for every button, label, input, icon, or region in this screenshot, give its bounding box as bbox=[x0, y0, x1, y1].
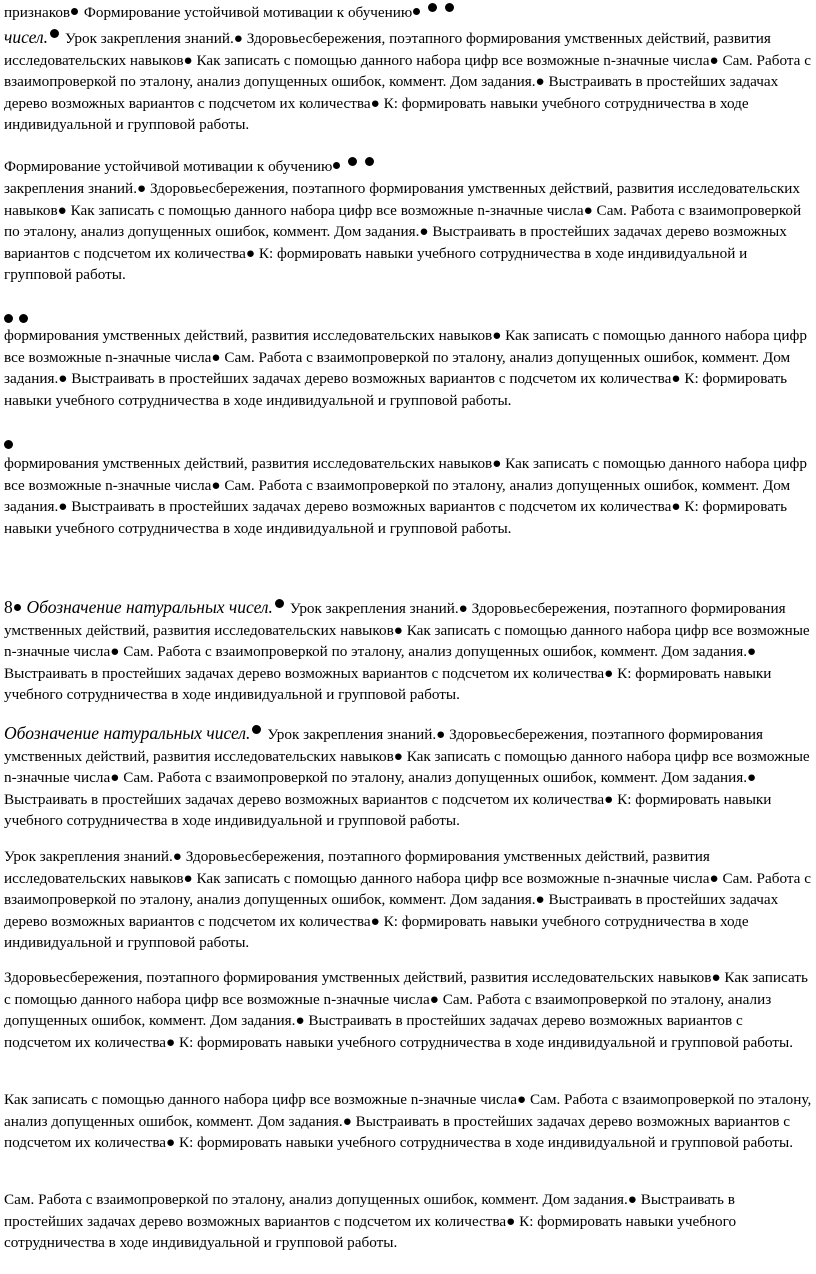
bullet-dot bbox=[413, 8, 420, 15]
p1-body: Урок закрепления знаний.● Здоровьесбережения, поэтапного формирования умственных действий, развития исследовательских навыков● Как записать с помощью данного набора цифр все возможные n-значные числа● Сам. Работа с взаимопроверкой по эталону, анализ допущенных ошибок, коммент. Дом задания.● Выстраивать в простейших задачах дерево возможных вариантов с подсчетом их количества● К: формировать навыки учебного сотрудничества в ходе индивидуальной и групповой работы. bbox=[4, 30, 811, 134]
p5-title: Обозначение натуральных чисел. bbox=[26, 597, 273, 617]
bullet-dot bbox=[19, 314, 28, 323]
paragraph-8 bbox=[4, 967, 812, 1053]
bullet-dot bbox=[275, 599, 284, 608]
bullet-dot bbox=[14, 604, 21, 611]
p5-number: 8 bbox=[4, 597, 13, 617]
paragraph-3 bbox=[4, 325, 812, 411]
bullet-dot bbox=[50, 29, 59, 38]
p6-title: Обозначение натуральных чисел. bbox=[4, 723, 251, 743]
p4-body: формирования умственных действий, развития исследовательских навыков● Как записать с помощью данного набора цифр все возможные n-значные числа● Сам. Работа с взаимопроверкой по эталону, анализ допущенных ошибок, коммент. Дом задания.● Выстраивать в простейших задачах дерево возможных вариантов с подсчетом их количества● К: формировать навыки учебного сотрудничества в ходе индивидуальной и групповой работы. bbox=[4, 455, 807, 537]
bullet-dot bbox=[4, 440, 13, 449]
paragraph-7 bbox=[4, 846, 812, 954]
bullet-dot bbox=[252, 725, 261, 734]
p3-body: формирования умственных действий, развития исследовательских навыков● Как записать с помощью данного набора цифр все возможные n-значные числа● Сам. Работа с взаимопроверкой по эталону, анализ допущенных ошибок, коммент. Дом задания.● Выстраивать в простейших задачах дерево возможных вариантов с подсчетом их количества● К: формировать навыки учебного сотрудничества в ходе индивидуальной и групповой работы. bbox=[4, 327, 807, 409]
paragraph-4 bbox=[4, 453, 812, 539]
paragraph-10 bbox=[4, 1189, 812, 1254]
paragraph-1-body bbox=[4, 27, 812, 136]
paragraph-2-body bbox=[4, 178, 812, 286]
p7-body: Урок закрепления знаний.● Здоровьесбережения, поэтапного формирования умственных действий, развития исследовательских навыков● Как записать с помощью данного набора цифр все возможные n-значные числа● Сам. Работа с взаимопроверкой по эталону, анализ допущенных ошибок, коммент. Дом задания.● Выстраивать в простейших задачах дерево возможных вариантов с подсчетом их количества● К: формировать навыки учебного сотрудничества в ходе индивидуальной и групповой работы. bbox=[4, 848, 811, 952]
bullet-dot bbox=[428, 3, 437, 12]
p9-body: Как записать с помощью данного набора цифр все возможные n-значные числа● Сам. Работа с взаимопроверкой по эталону, анализ допущенных ошибок, коммент. Дом задания.● Выстраивать в простейших задачах дерево возможных вариантов с подсчетом их количества● К: формировать навыки учебного сотрудничества в ходе индивидуальной и групповой работы. bbox=[4, 1091, 812, 1152]
p2-body: закрепления знаний.● Здоровьесбережения, поэтапного формирования умственных действий, развития исследовательских навыков● Как записать с помощью данного набора цифр все возможные n-значные числа● Сам. Работа с взаимопроверкой по эталону, анализ допущенных ошибок, коммент. Дом задания.● Выстраивать в простейших задачах дерево возможных вариантов с подсчетом их количества● К: формировать навыки учебного сотрудничества в ходе индивидуальной и групповой работы. bbox=[4, 180, 802, 284]
paragraph-9 bbox=[4, 1089, 812, 1154]
paragraph-2 bbox=[4, 156, 812, 178]
p1-line1-start: признаков bbox=[4, 4, 71, 21]
p10-body: Сам. Работа с взаимопроверкой по эталону, анализ допущенных ошибок, коммент. Дом задания.● Выстраивать в простейших задачах дерево возможных вариантов с подсчетом их количества● К: формировать навыки учебного сотрудничества в ходе индивидуальной и групповой работы. bbox=[4, 1191, 737, 1252]
paragraph-1 bbox=[4, 2, 812, 24]
bullet-dot bbox=[333, 162, 340, 169]
bullet-dot bbox=[348, 157, 357, 166]
bullet-dot bbox=[71, 8, 78, 15]
p1-italic-fragment: чисел. bbox=[4, 27, 48, 47]
bullet-row bbox=[4, 434, 19, 448]
p1-line1-mid: Формирование устойчивой мотивации к обучению bbox=[83, 4, 413, 21]
p2-line1: Формирование устойчивой мотивации к обучению bbox=[4, 158, 333, 175]
paragraph-5 bbox=[4, 597, 812, 706]
bullet-row bbox=[4, 308, 34, 322]
p6-body: Урок закрепления знаний.● Здоровьесбережения, поэтапного формирования умственных действий, развития исследовательских навыков● Как записать с помощью данного набора цифр все возможные n-значные числа● Сам. Работа с взаимопроверкой по эталону, анализ допущенных ошибок, коммент. Дом задания.● Выстраивать в простейших задачах дерево возможных вариантов с подсчетом их количества● К: формировать навыки учебного сотрудничества в ходе индивидуальной и групповой работы. bbox=[4, 726, 810, 830]
bullet-dot bbox=[4, 314, 13, 323]
paragraph-6 bbox=[4, 723, 812, 832]
bullet-dot bbox=[445, 3, 454, 12]
p8-body: Здоровьесбережения, поэтапного формирования умственных действий, развития исследовательских навыков● Как записать с помощью данного набора цифр все возможные n-значные числа● Сам. Работа с взаимопроверкой по эталону, анализ допущенных ошибок, коммент. Дом задания.● Выстраивать в простейших задачах дерево возможных вариантов с подсчетом их количества● К: формировать навыки учебного сотрудничества в ходе индивидуальной и групповой работы. bbox=[4, 969, 808, 1051]
bullet-dot bbox=[365, 157, 374, 166]
p5-body: Урок закрепления знаний.● Здоровьесбережения, поэтапного формирования умственных действий, развития исследовательских навыков● Как записать с помощью данного набора цифр все возможные n-значные числа● Сам. Работа с взаимопроверкой по эталону, анализ допущенных ошибок, коммент. Дом задания.● Выстраивать в простейших задачах дерево возможных вариантов с подсчетом их количества● К: формировать навыки учебного сотрудничества в ходе индивидуальной и групповой работы. bbox=[4, 600, 810, 704]
